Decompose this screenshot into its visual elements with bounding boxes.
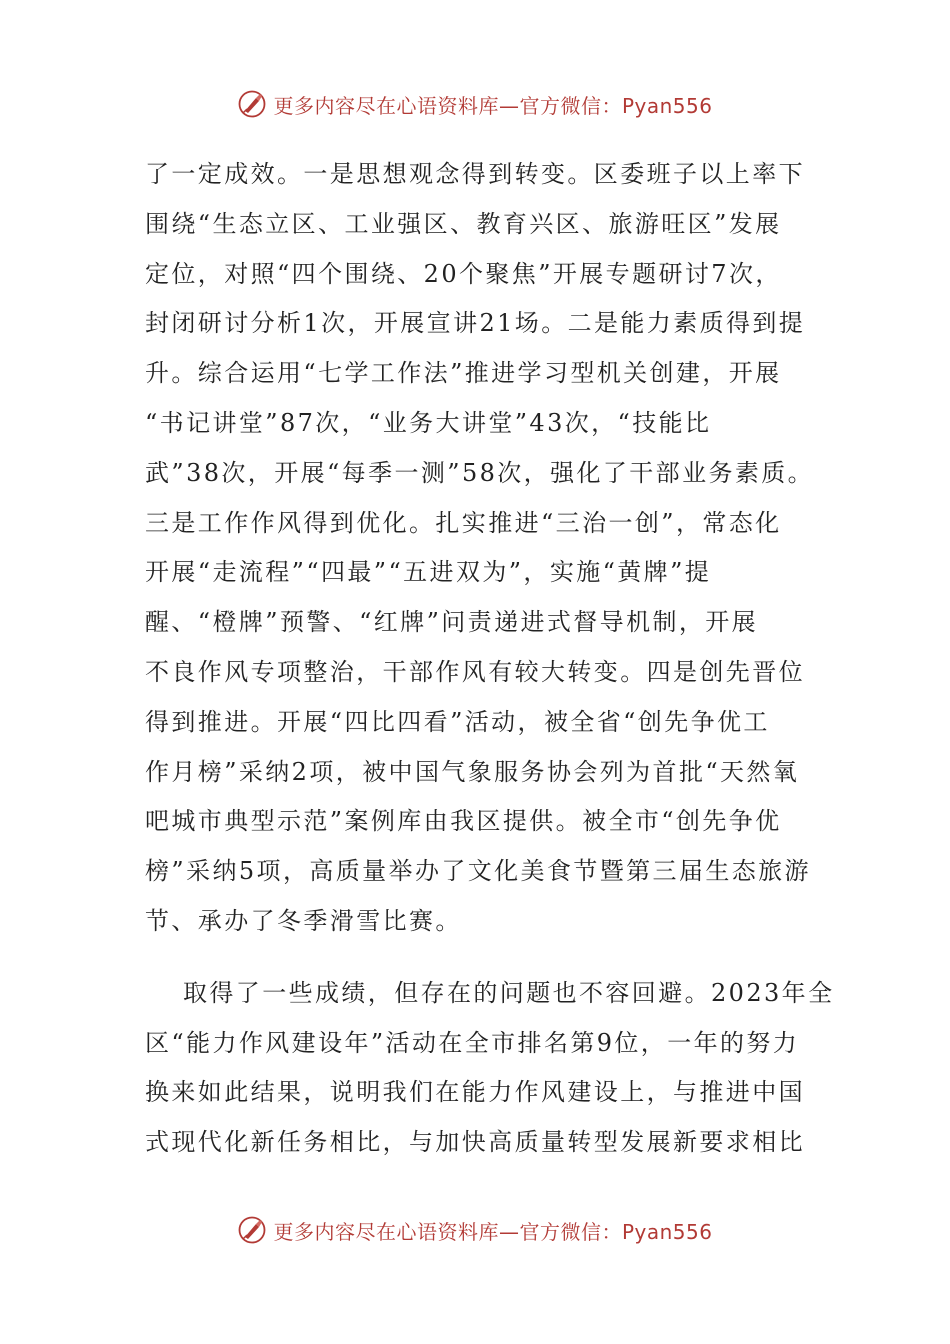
text-line: 区“能力作风建设年”活动在全市排名第9位，一年的努力 bbox=[145, 1028, 800, 1057]
text-line: 换来如此结果，说明我们在能力作风建设上，与推进中国 bbox=[145, 1078, 805, 1107]
text-line: 式现代化新任务相比，与加快高质量转型发展新要求相比 bbox=[145, 1128, 805, 1157]
text-line: 榜”采纳5项，高质量举办了文化美食节暨第三届生态旅游 bbox=[145, 857, 811, 886]
text-line: 三是工作作风得到优化。扎实推进“三治一创”，常态化 bbox=[145, 508, 782, 537]
text-line: 升。综合运用“七学工作法”推进学习型机关创建，开展 bbox=[145, 359, 782, 388]
footer-banner bbox=[0, 1210, 950, 1250]
pen-nib-logo-icon bbox=[237, 1215, 267, 1245]
text-line: 封闭研讨分析1次，开展宣讲21场。二是能力素质得到提 bbox=[145, 309, 806, 338]
banner-text: 更多内容尽在心语资料库—官方微信：Pyan556 bbox=[273, 1219, 713, 1244]
pen-nib-logo-icon bbox=[237, 89, 267, 119]
text-line: 开展“走流程”“四最”“五进双为”，实施“黄牌”提 bbox=[145, 558, 712, 587]
text-line: 不良作风专项整治，干部作风有较大转变。四是创先晋位 bbox=[145, 657, 805, 686]
banner-text: 更多内容尽在心语资料库—官方微信：Pyan556 bbox=[273, 93, 713, 118]
document-body bbox=[145, 150, 835, 1168]
paragraph-1 bbox=[145, 150, 815, 947]
text-line: 了一定成效。一是思想观念得到转变。区委班子以上率下 bbox=[145, 160, 805, 188]
text-line: 吧城市典型示范”案例库由我区提供。被全市“创先争优 bbox=[145, 807, 782, 836]
text-line: 定位，对照“四个围绕、20个聚焦”开展专题研讨7次， bbox=[145, 259, 782, 288]
text-line: 取得了一些成绩，但存在的问题也不容回避。2023年全 bbox=[183, 978, 835, 1007]
paragraph-2 bbox=[145, 969, 835, 1168]
header-banner bbox=[0, 84, 950, 124]
text-line: 作月榜”采纳2项，被中国气象服务协会列为首批“天然氧 bbox=[145, 757, 800, 786]
text-line: 醒、“橙牌”预警、“红牌”问责递进式督导机制，开展 bbox=[145, 608, 759, 637]
text-line: 得到推进。开展“四比四看”活动，被全省“创先争优工 bbox=[145, 707, 770, 736]
text-line: 武”38次，开展“每季一测”58次，强化了干部业务素质。 bbox=[145, 458, 815, 487]
text-line: 围绕“生态立区、工业强区、教育兴区、旅游旺区”发展 bbox=[145, 209, 782, 238]
text-line: “书记讲堂”87次，“业务大讲堂”43次，“技能比 bbox=[145, 408, 712, 437]
text-line: 节、承办了冬季滑雪比赛。 bbox=[145, 906, 462, 935]
